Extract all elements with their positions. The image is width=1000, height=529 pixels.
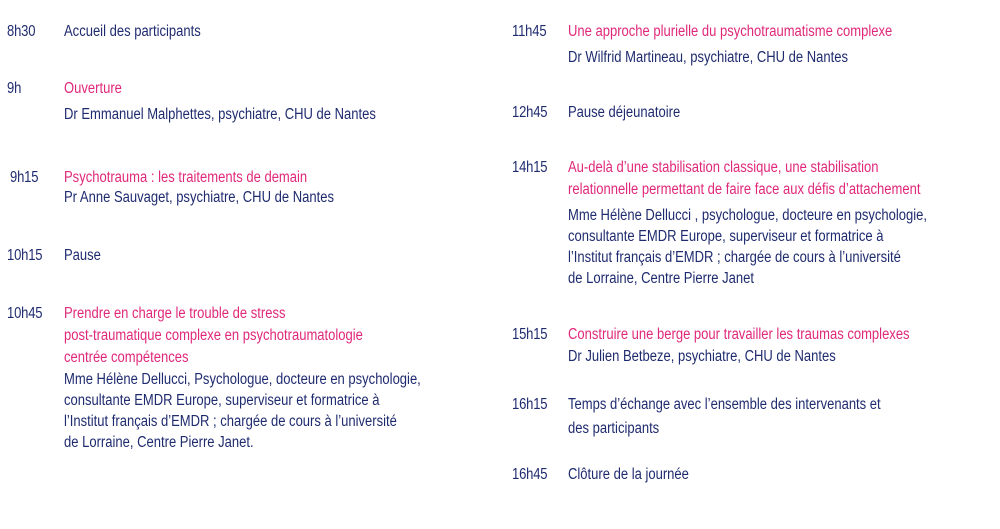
title-line: Pause — [64, 247, 101, 264]
detail-line: Dr Julien Betbeze, psychiatre, CHU de Nantes — [568, 348, 836, 365]
entry-title — [568, 158, 927, 200]
entry-title — [568, 465, 689, 485]
entry-time: 9h15 — [10, 169, 39, 186]
entry-title — [64, 246, 101, 266]
title-line: Construire une berge pour travailler les traumas complexes — [568, 326, 910, 343]
entry-time: 14h15 — [512, 159, 548, 176]
detail-line: l’Institut français d’EMDR ; chargée de cours à l’université — [568, 249, 901, 266]
entry-speaker — [64, 188, 334, 208]
entry-speaker — [64, 370, 421, 453]
entry-time: 10h15 — [7, 247, 43, 264]
detail-line: l’Institut français d’EMDR ; chargée de cours à l’université — [64, 413, 397, 430]
entry-body — [568, 158, 927, 289]
title-line: centrée compétences — [64, 349, 189, 366]
entry-body — [568, 465, 689, 485]
entry-body — [64, 246, 101, 266]
entry-speaker — [64, 105, 376, 125]
title-line: post-traumatique complexe en psychotraumatologie — [64, 327, 363, 344]
detail-line: consultante EMDR Europe, superviseur et formatrice à — [64, 392, 380, 409]
entry-time: 15h15 — [512, 326, 548, 343]
entry-time: 16h15 — [512, 396, 548, 413]
detail-line: Dr Wilfrid Martineau, psychiatre, CHU de Nantes — [568, 49, 849, 66]
title-line: relationnelle permettant de faire face aux défis d’attachement — [568, 181, 921, 198]
title-line: Accueil des participants — [64, 23, 201, 40]
title-line: Pause déjeunatoire — [568, 104, 681, 121]
detail-line: Dr Emmanuel Malphettes, psychiatre, CHU de Nantes — [64, 106, 376, 123]
entry-title — [64, 304, 421, 368]
detail-line: consultante EMDR Europe, superviseur et formatrice à — [568, 228, 884, 245]
title-line: Au-delà d’une stabilisation classique, une stabilisation — [568, 159, 879, 176]
entry-body — [64, 22, 201, 42]
title-line: des participants — [568, 420, 660, 437]
title-line: Prendre en charge le trouble de stress — [64, 305, 286, 322]
detail-line: Mme Hélène Dellucci , psychologue, docteure en psychologie, — [568, 207, 927, 224]
entry-title — [568, 395, 881, 439]
entry-title — [64, 22, 201, 42]
entry-body — [64, 168, 334, 208]
entry-title — [64, 79, 376, 99]
entry-time: 10h45 — [7, 305, 43, 322]
entry-body — [568, 325, 910, 367]
entry-time: 16h45 — [512, 466, 548, 483]
entry-body — [64, 79, 376, 125]
title-line: Psychotrauma : les traitements de demain — [64, 169, 308, 186]
entry-body — [568, 103, 680, 123]
title-line: Temps d’échange avec l’ensemble des intervenants et — [568, 396, 881, 413]
title-line: Une approche plurielle du psychotraumatisme complexe — [568, 23, 893, 40]
detail-line: Pr Anne Sauvaget, psychiatre, CHU de Nantes — [64, 189, 334, 206]
entry-title — [568, 103, 680, 123]
entry-speaker — [568, 206, 927, 289]
entry-title — [64, 168, 334, 188]
detail-line: Mme Hélène Dellucci, Psychologue, docteure en psychologie, — [64, 371, 421, 388]
title-line: Ouverture — [64, 80, 122, 97]
entry-time: 12h45 — [512, 104, 548, 121]
entry-speaker — [568, 347, 910, 367]
entry-title — [568, 325, 910, 345]
detail-line: de Lorraine, Centre Pierre Janet — [568, 270, 755, 287]
entry-time: 8h30 — [7, 23, 36, 40]
entry-body — [64, 304, 421, 453]
title-line: Clôture de la journée — [568, 466, 689, 483]
entry-speaker — [568, 48, 892, 68]
entry-title — [568, 22, 892, 42]
detail-line: de Lorraine, Centre Pierre Janet. — [64, 434, 254, 451]
entry-body — [568, 395, 881, 439]
entry-time: 11h45 — [512, 23, 547, 40]
entry-body — [568, 22, 892, 68]
entry-time: 9h — [7, 80, 22, 97]
